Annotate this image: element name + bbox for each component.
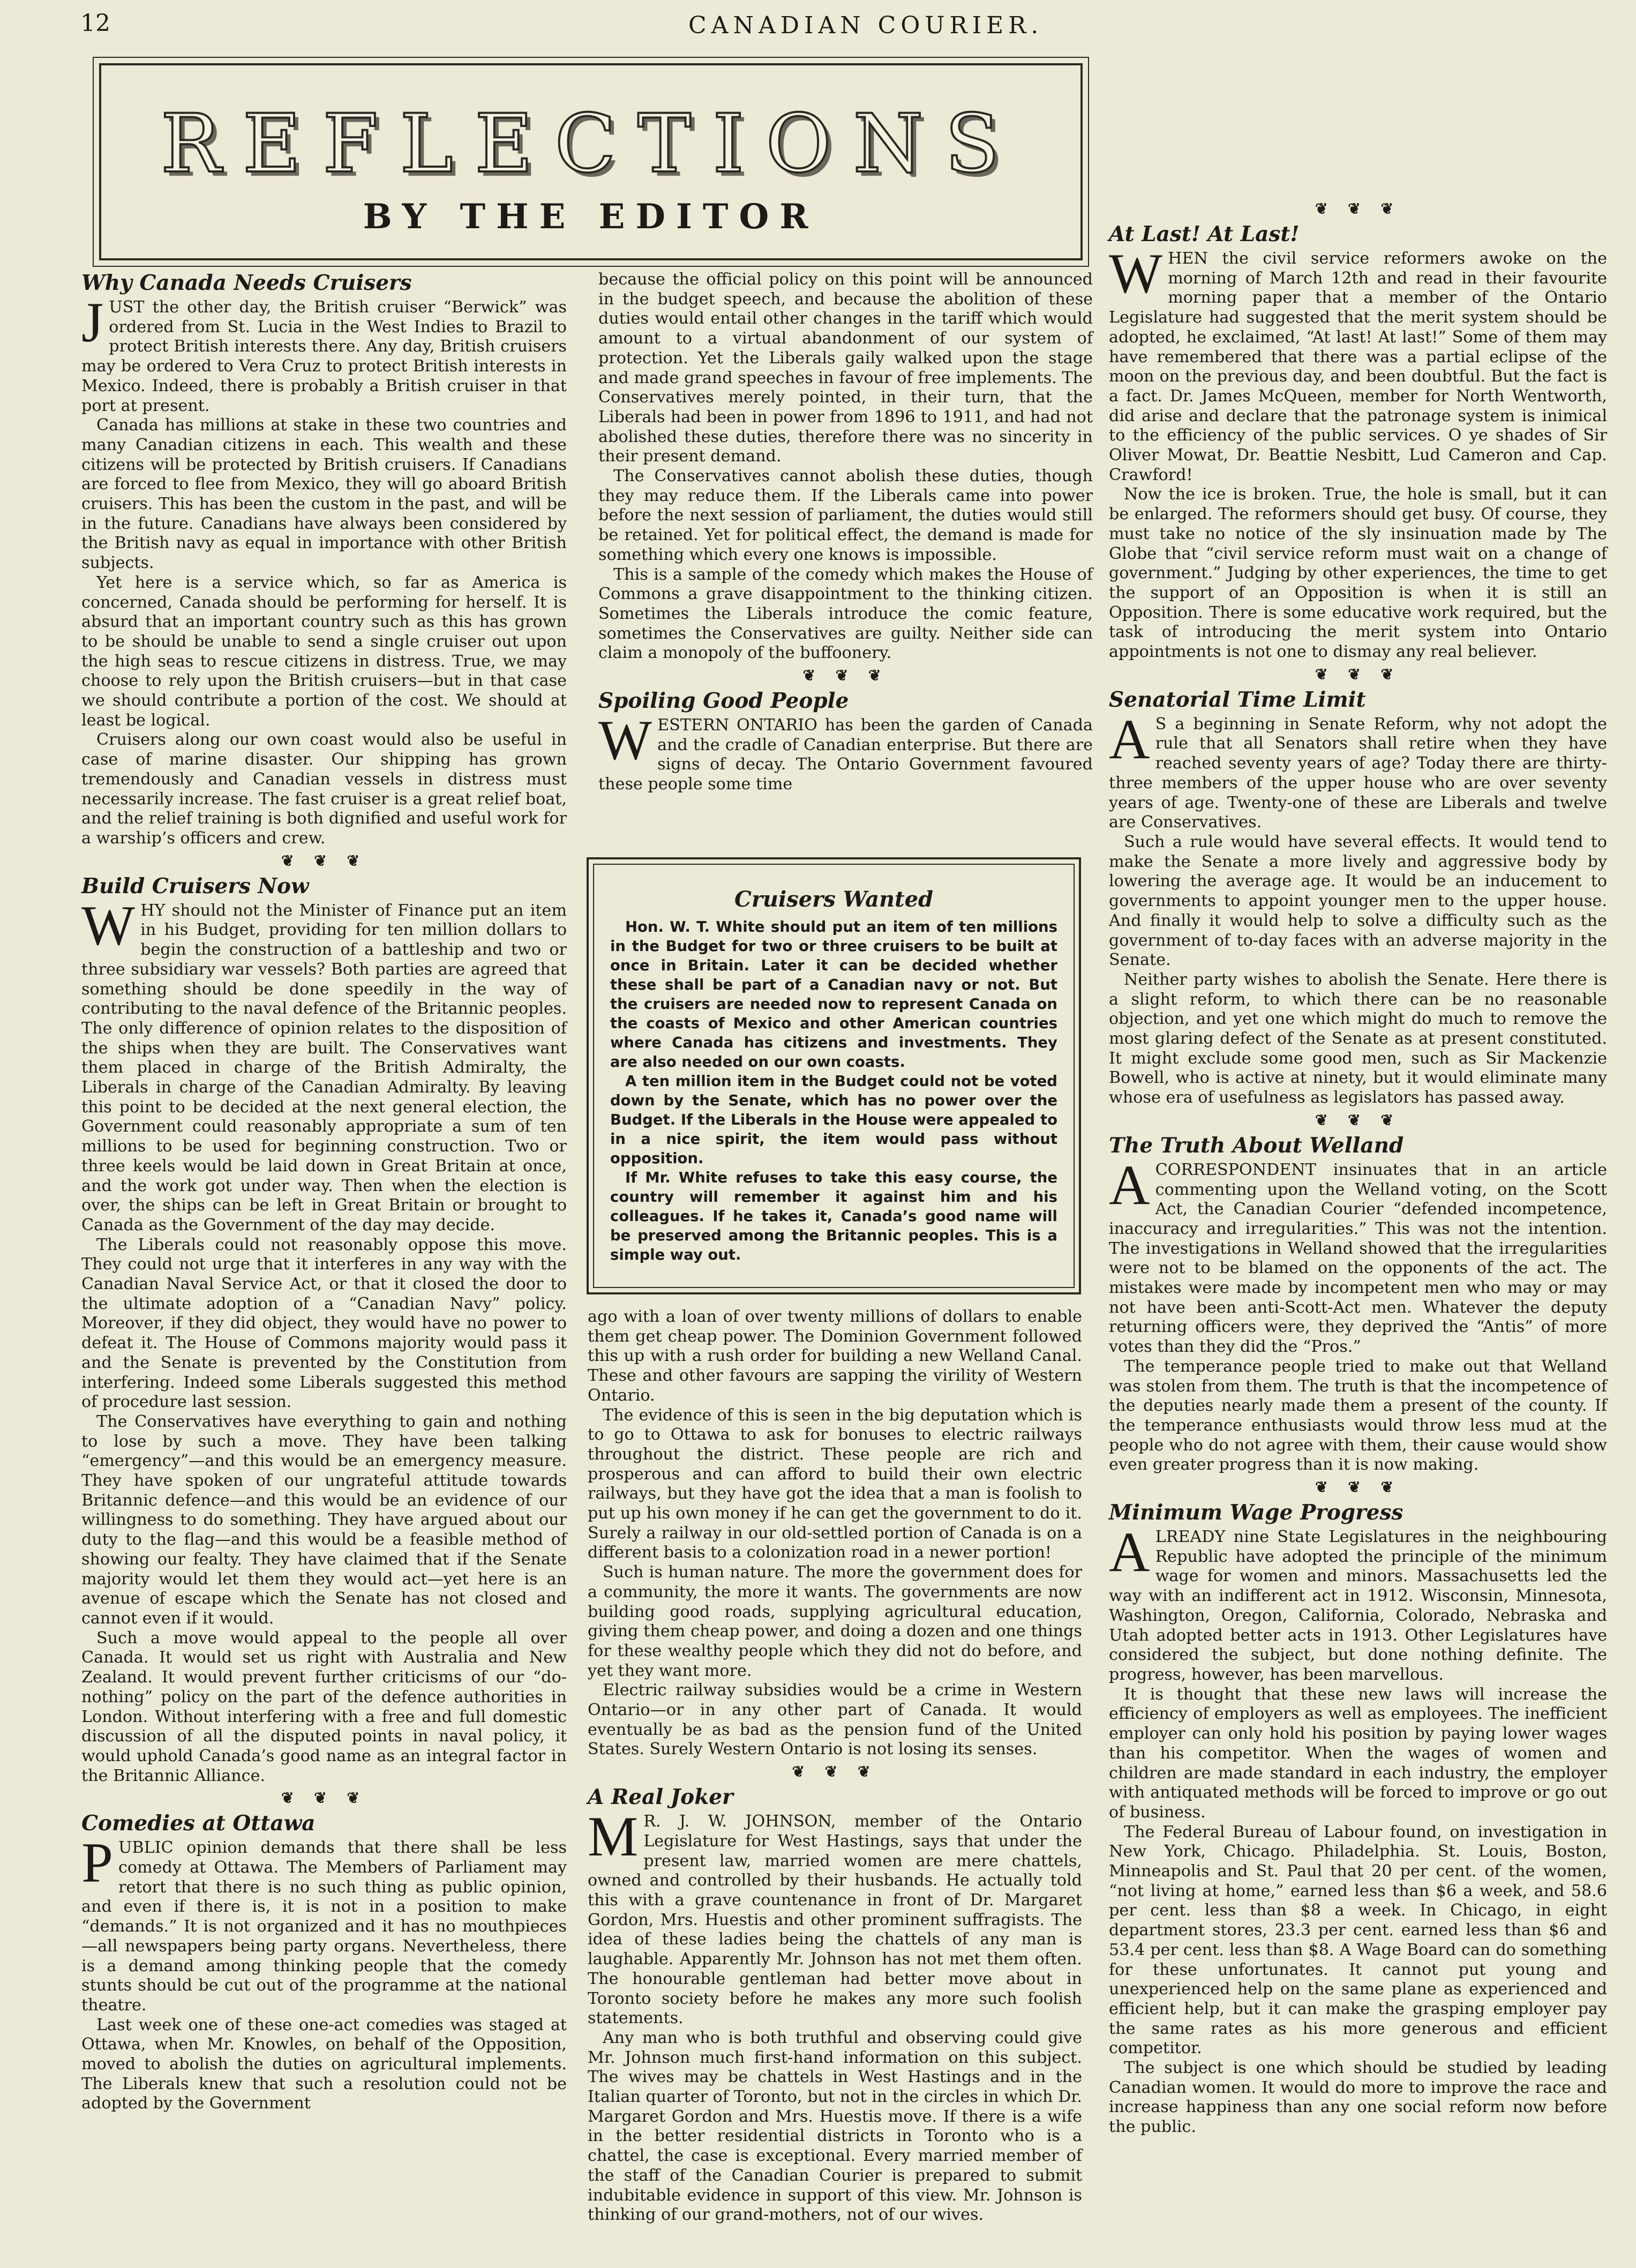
article-comedies-at-ottawa [81, 1810, 567, 2114]
article-paragraph: The Conservatives cannot abolish these duties, though they may reduce them. If the Liberals came into power before the next session of parliament, the duties would still be retained. Yet for political effect, the demand is made for something which every one knows is impossible. [598, 467, 1093, 564]
article-paragraph: ACORRESPONDENT insinuates that in an article commenting upon the Welland voting, on the Scott Act, the Canadian Courier “defended incompetence, inaccuracy and irregularities.” This was not the intention. The investigations in Welland showed that the irregularities were not to be blamed on the opponents of the act. The mistakes were made by incompetent men who may or may not have been anti-Scott-Act men. Whatever the deputy returning officers were, they deprived the “Antis” of more votes than they did the “Pros.” [1109, 1153, 1607, 1357]
section-ornament: ❦ ❦ ❦ [1315, 200, 1401, 218]
section-ornament: ❦ ❦ ❦ [1315, 665, 1401, 683]
article-title: A Real Joker [588, 1785, 733, 1810]
article-paragraph: ago with a loan of over twenty millions of dollars to enable them get cheap power. The Dominion Government followed this up with a rush order for building a new Welland Canal. These and other favours are sapping the virility of Western Ontario. [588, 1307, 1082, 1405]
section-ornament: ❦ ❦ ❦ [802, 667, 889, 685]
drop-cap: W [598, 709, 652, 772]
article-paragraph: Canada has millions at stake in these two countries and many Canadian citizens in each. This wealth and these citizens will be protected by British cruisers. If Canadians are forced to flee from Mexico, they will go aboard British cruisers. This has been the custom in the past, and will be in the future. Canadians have always been considered by the British navy as equal in importance with other British subjects. [81, 416, 567, 573]
page-number: 12 [80, 10, 110, 37]
article-title: Why Canada Needs Cruisers [81, 271, 412, 295]
cruisers-wanted-box [587, 857, 1081, 1294]
drop-cap: J [81, 291, 104, 354]
drop-cap: A [1109, 707, 1150, 770]
banner-subtitle: BY THE EDITOR [363, 197, 819, 237]
article-title: The Truth About Welland [1109, 1133, 1404, 1158]
section-ornament: ❦ ❦ ❦ [1315, 1478, 1401, 1496]
section-ornament: ❦ ❦ ❦ [281, 851, 367, 870]
article-paragraph: Such a rule would have several effects. It would tend to make the Senate a more lively and aggressive body by lowering the average age. It would be an inducement to governments to appoint younger men to the upper house. And finally it would help to solve a difficulty such as the government of to-day faces with an adverse majority in the Senate. [1109, 832, 1607, 970]
section-ornament: ❦ ❦ ❦ [792, 1763, 878, 1781]
article-paragraph: A S a beginning in Senate Reform, why not adopt the rule that all Senators shall retire when they have reached seventy years of age? Today there are thirty-three members of the upper house who are over seventy years of age. Twenty-one of these are Liberals and twelve are Conservatives. [1109, 707, 1607, 832]
article-paragraph: WHEN the civil service reformers awoke on the morning of March 12th and read in their favourite morning paper that a member of the Ontario Legislature had suggested that the merit system should be adopted, he exclaimed, “At last! At last!” Some of them may have remembered that there was a partial eclipse of the moon on the previous day, and been doubtful. But the fact is a fact. Dr. James McQueen, member for North Wentworth, did arise and declare that the patronage system is inimical to the efficiency of the public services. O ye shades of Sir Oliver Mowat, Dr. Beattie Nesbitt, Lud Cameron and Cap. Crawford! [1109, 242, 1607, 484]
article-paragraph: The Conservatives have everything to gain and nothing to lose by such a move. They have been talking “emergency”—and this would be an emergency measure. They have spoken of our ungrateful attitude towards Britannic defence—and this would be an evidence of our willingness to do something. They have argued about our duty to the flag—and this would be a feasible method of showing our fealty. They have claimed that if the Senate majority would let them they would act—yet here is an avenue of escape which the Senate has not closed and cannot even if it would. [81, 1412, 567, 1628]
article-why-canada-needs-cruisers [81, 270, 567, 849]
article-title: Senatorial Time Limit [1109, 687, 1366, 712]
article-paragraph: This is a sample of the comedy which makes the House of Commons a grave disappointment to the thinking citizen. Sometimes the Liberals introduce the comic feature, sometimes the Conservatives are guilty. Neither side can claim a monopoly of the buffoonery. [598, 565, 1093, 663]
column-2-lower [588, 1307, 1082, 2225]
box-title: Cruisers Wanted [734, 887, 933, 912]
column-3 [1109, 72, 1607, 2137]
drop-cap: M [588, 1805, 639, 1868]
box-paragraph: Hon. W. T. White should put an item of ten millions in the Budget for two or three cruisers to be built at once in Britain. Later it can be decided whether these shall be part of a Canadian navy or not. But the cruisers are needed now to represent Canada on the coasts of Mexico and other American countries where Canada has citizens and investments. They are also needed on our own coasts. [610, 918, 1057, 1071]
section-ornament: ❦ ❦ ❦ [281, 1789, 367, 1807]
article-paragraph: Neither party wishes to abolish the Senate. Here there is a slight reform, to which there can be no reasonable objection, and yet one which might do much to remove the most glaring defect of the Senate as at present constituted. It might exclude some good men, such as Sir Mackenzie Bowell, who is active at ninety, but it would eliminate many whose era of usefulness as legislators has passed away. [1109, 970, 1607, 1107]
column-2-upper [598, 270, 1093, 795]
article-paragraph: The evidence of this is seen in the big deputation which is to go to Ottawa to ask for bonuses to electric railways throughout the district. These people are rich and prosperous and can afford to build their own electric railways, but they have got the idea that a man is foolish to put up his own money if he can get the government to do it. Surely a railway in our old-settled portion of Canada is on a different basis to a colonization road in a newer portion! [588, 1405, 1082, 1562]
article-paragraph: ALREADY nine State Legislatures in the neighbouring Republic have adopted the principle of the minimum wage for women and minors. Massachusetts led the way with an indifferent act in 1912. Wisconsin, Minnesota, Washington, Oregon, California, Colorado, Nebraska and Utah adopted better acts in 1913. Other Legislatures have considered the subject, but done nothing definite. The progress, however, has been marvellous. [1109, 1521, 1607, 1684]
article-paragraph: Electric railway subsidies would be a crime in Western Ontario—or in any other part of Canada. It would eventually be as bad as the pension fund of the United States. Surely Western Ontario is not losing its senses. [588, 1681, 1082, 1759]
article-paragraph: JUST the other day, the British cruiser “Berwick” was ordered from St. Lucia in the West Indies to Brazil to protect British interests there. Any day, British cruisers may be ordered to Vera Cruz to protect British interests in Mexico. Indeed, there is probably a British cruiser in that port at present. [81, 291, 567, 415]
article-paragraph: The temperance people tried to make out that Welland was stolen from them. The truth is that the incompetence of the deputies nearly made them a present of the county. If the temperance enthusiasts would throw less mud at the people who do not agree with them, their cause would show even greater progress than it is now making. [1109, 1357, 1607, 1474]
drop-cap: W [1109, 242, 1163, 305]
article-title: Build Cruisers Now [81, 873, 309, 899]
article-minimum-wage-progress [1109, 1500, 1607, 2137]
article-paragraph: The Liberals could not reasonably oppose this move. They could not urge that it interferes in any way with the Canadian Naval Service Act, or that it closed the door to the ultimate adoption of a “Canadian Navy” policy. Moreover, if they did object, they would have no power to defeat it. The House of Commons majority would pass it and the Senate is prevented by the Constitution from interfering. Indeed some Liberals suggested this method of procedure last session. [81, 1235, 567, 1412]
article-paragraph: M R. J. W. JOHNSON, member of the Ontario Legislature for West Hastings, says that under the present law, married women are mere chattels, owned and controlled by their husbands. He actually told this with a grave countenance in front of Dr. Margaret Gordon, Mrs. Huestis and other prominent suffragists. The idea of these ladies being the chattels of any man is laughable. Apparently Mr. Johnson has not met them often. The honourable gentleman had better move about in Toronto society before he makes any more such foolish statements. [588, 1805, 1082, 2028]
article-build-cruisers-now [81, 873, 567, 1786]
drop-cap: P [81, 1831, 113, 1895]
article-paragraph: The subject is one which should be studied by leading Canadian women. It would do more to improve the race and increase happiness than any one social reform now before the public. [1109, 2059, 1607, 2137]
article-spoiling-good-people [598, 688, 1093, 795]
article-paragraph: Yet here is a service which, so far as America is concerned, Canada should be performing for herself. It is absurd that an important country such as this has grown to be should be unable to send a single cruiser out upon the high seas to rescue citizens in distress. True, we may choose to rely upon the British cruisers—but in that case we should contribute a portion of the cost. We should at least be logical. [81, 573, 567, 730]
article-senatorial-time-limit [1109, 687, 1607, 1108]
article-paragraph: Such is human nature. The more the government does for a community, the more it wants. The governments are now building good roads, supplying agricultural education, giving them cheap power, and doing a dozen and one things for these wealthy people which they did not do before, and yet they want more. [588, 1563, 1082, 1680]
article-title: Spoiling Good People [598, 688, 849, 714]
article-paragraph: because the official policy on this point will be announced in the budget speech, and because the abolition of these duties would entail other changes in the tariff which would amount to a virtual abandonment of our system of protection. Yet the Liberals gaily walked upon the stage and made grand speeches in favour of free implements. The Conservatives merely pointed, in their turn, that the Liberals had been in power from 1896 to 1911, and had not abolished these duties, therefore there was no sincerity in their present demand. [598, 270, 1093, 466]
article-a-real-joker [588, 1784, 1082, 2225]
article-paragraph: Any man who is both truthful and observing could give Mr. Johnson much first-hand information on this subject. The wives may be chattels in West Hastings and in the Italian quarter of Toronto, but not in the circles in which Dr. Margaret Gordon and Mrs. Huestis move. If there is a wife in the better residential districts in Toronto who is a chattel, the case is exceptional. Every married member of the staff of the Canadian Courier is prepared to submit indubitable evidence in support of this view. Mr. Johnson is thinking of our grand-mothers, not of our wives. [588, 2028, 1082, 2225]
article-title: Comedies at Ottawa [81, 1811, 316, 1836]
article-at-last [1109, 221, 1607, 662]
box-paragraph: A ten million item in the Budget could not be voted down by the Senate, which has no power over the Budget. If the Liberals in the House were appealed to in a nice spirit, the item would pass without opposition. [610, 1073, 1057, 1167]
article-paragraph: Last week one of these one-act comedies was staged at Ottawa, when Mr. Knowles, on behalf of the Opposition, moved to abolish the duties on agricultural implements. The Liberals knew that such a resolution could not be adopted by the Government [81, 2015, 567, 2113]
article-paragraph: Cruisers along our own coast would also be useful in case of marine disaster. Our shipping has grown tremendously and Canadian vessels in distress must necessarily increase. The fast cruiser is a great relief boat, and the relief training is both dignified and useful work for a warship’s officers and crew. [81, 730, 567, 848]
banner-title: REFLECTIONS [160, 98, 1022, 191]
article-paragraph: The Federal Bureau of Labour found, on investigation in New York, Chicago. Philadelphia. St. Louis, Boston, Minneapolis and St. Paul that 20 per cent. of the women, “not living at home,” earned less than $6 a week, and 58.6 per cent. less than $8 a week. In Chicago, in eight department stores, 23.3 per cent. earned less than $6 and 53.4 per cent. less than $8. A Wage Board can do something for these unfortunates. It cannot put young and unexperienced help on the same plane as experienced and efficient help, but it can make the grasping employer pay the same rates as his more generous and efficient competitor. [1109, 1822, 1607, 2058]
reflections-banner [99, 63, 1083, 260]
drop-cap: A [1109, 1153, 1150, 1216]
section-ornament: ❦ ❦ ❦ [1315, 1111, 1401, 1129]
article-paragraph: WHY should not the Minister of Finance put an item in his Budget, providing for ten million dollars to begin the construction of a battleship and two or three subsidiary war vessels? Both parties are agreed that something should be done speedily in the way of contributing to the naval defence of the Britannic peoples. The only difference of opinion relates to the disposition of the ships when they are built. The Conservatives want them placed in charge of the British Admiralty, the Liberals in charge of the Canadian Admiralty. By leaving this point to be decided at the next general election, the Government could reasonably appropriate a sum of ten millions to be used for beginning construction. Two or three keels would be laid down in Great Britain at once, and the work got under way. Then when the election is over, the ships can be left in Great Britain or brought to Canada as the Government of the day may decide. [81, 894, 567, 1234]
article-paragraph: WESTERN ONTARIO has been the garden of Canada and the cradle of Canadian enterprise. But there are signs of decay. The Ontario Government favoured these people some time [598, 709, 1093, 794]
column-1 [81, 270, 567, 2114]
article-paragraph: Such a move would appeal to the people all over Canada. It would set us right with Australia and New Zealand. It would prevent further criticisms of our “do-nothing” policy on the part of the defence authorities in London. Without interfering with a free and full domestic discussion of all the disputed points in naval policy, it would uphold Canada’s good name as an integral factor in the Britannic Alliance. [81, 1628, 567, 1785]
article-truth-about-welland [1109, 1133, 1607, 1475]
publication-header: CANADIAN COURIER. [688, 12, 1044, 39]
article-paragraph: Now the ice is broken. True, the hole is small, but it can be enlarged. The reformers should get busy. Of course, they must take no notice of the sly insinuation made by The Globe that “civil service reform must wait on a change of government.” Judging by other experiences, the time to get the support of an Opposition is when it is still an Opposition. There is some educative work required, but the task of introducing the merit system into Ontario appointments is not one to dismay any real believer. [1109, 485, 1607, 662]
article-title: At Last! At Last! [1109, 222, 1300, 246]
box-paragraph: If Mr. White refuses to take this easy course, the country will remember it against him and his colleagues. If he takes it, Canada’s good name will be preserved among the Britannic peoples. This is a simple way out. [610, 1169, 1057, 1263]
article-paragraph: PUBLIC opinion demands that there shall be less comedy at Ottawa. The Members of Parliament may retort that there is no such thing as public opinion, and even if there is, it is not in a position to make “demands.” It is not organized and it has no mouthpieces—all newspapers being party organs. Nevertheless, there is a demand among thinking people that the comedy stunts should be cut out of the programme at the national theatre. [81, 1831, 567, 2015]
article-paragraph: It is thought that these new laws will increase the efficiency of employers as well as employees. The inefficient employer can only hold his position by paying lower wages than his competitor. When the wages of women and children are made standard in each industry, the employer with antiquated methods will be forced to improve or go out of business. [1109, 1685, 1607, 1822]
drop-cap: W [81, 894, 136, 957]
article-title: Minimum Wage Progress [1109, 1500, 1404, 1525]
drop-cap: A [1109, 1521, 1150, 1584]
